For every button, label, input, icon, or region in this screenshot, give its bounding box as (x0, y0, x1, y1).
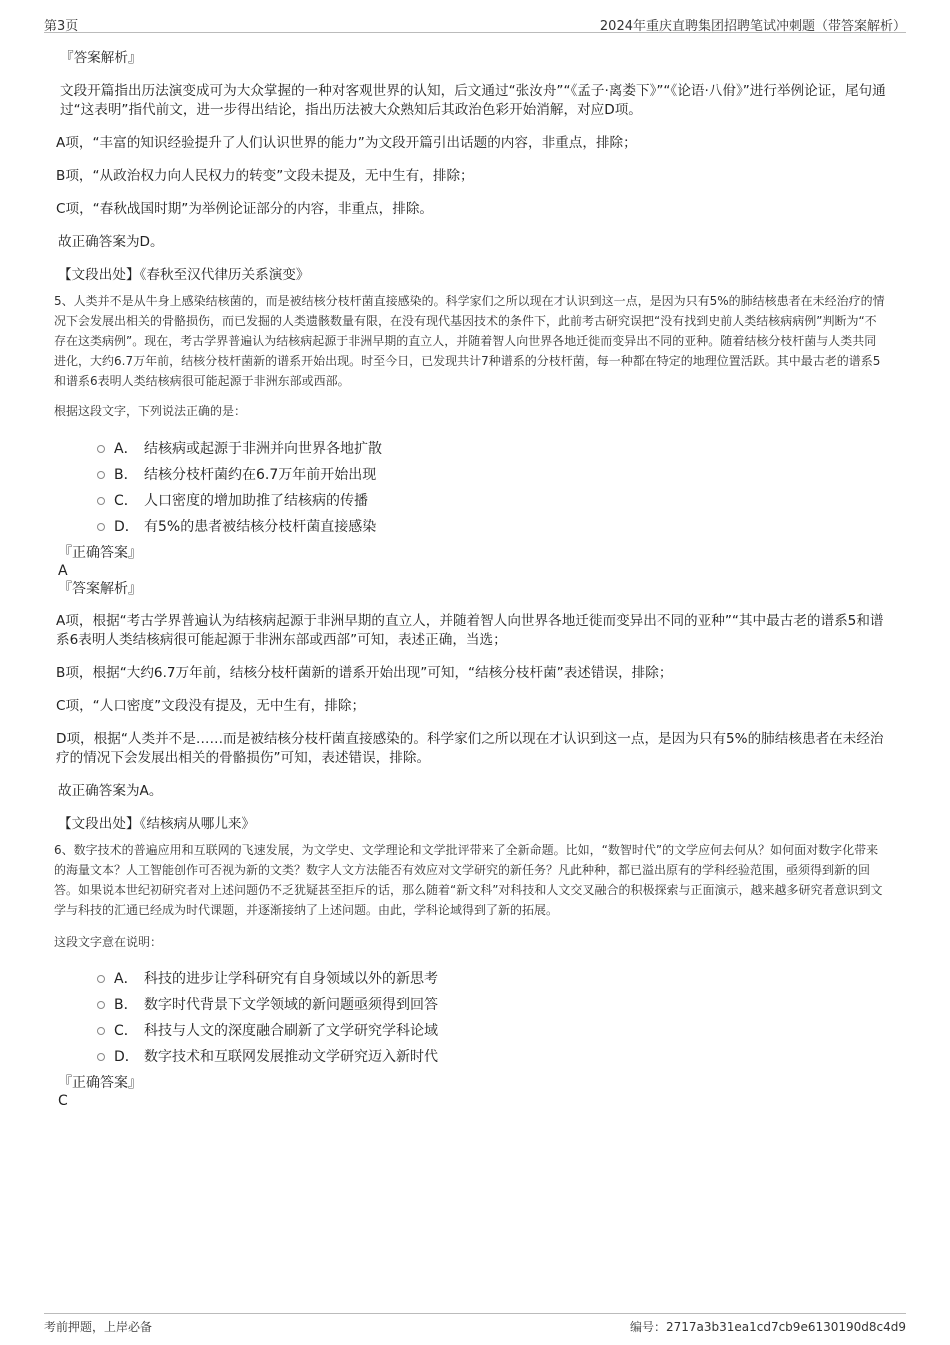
document-code: 编号：2717a3b31ea1cd7cb9e6130190d8c4d9 (629, 1320, 906, 1334)
prev-conclusion: 故正确答案为D。 (58, 234, 164, 250)
radio-icon[interactable] (97, 445, 105, 453)
q5-source: 【文段出处】《结核病从哪儿来》 (58, 816, 256, 832)
radio-icon[interactable] (97, 1001, 105, 1009)
q6-passage: 6、数字技术的普遍应用和互联网的飞速发展，为文学史、文学理论和文学批评带来了全新命题。比如，“数智时代”的文学应何去何从？如何面对数字化带来的海量文本？人工智能创作可否视为新的文类？数字人文方法能否有效应对文学研究的新任务？凡此种种，都已溢出原有的学科经验范围，亟须得到新的回答。如果说本世纪初研究者对上述问题仍不乏犹疑甚至拒斥的话，那么随着“新文科”对科技和人文交叉融合的积极探索与正面演示，越来越多研究者意识到文学与科技的汇通已经成为时代课题，并逐渐接纳了上述问题。由此，学科论域得到了新的拓展。 (54, 843, 883, 917)
q6-question: 这段文字意在说明： (54, 935, 163, 949)
q5-option-a-analysis: A项，根据“考古学界普遍认为结核病起源于非洲早期的直立人，并随着智人向世界各地迁徙而变异出不同的亚种”“其中最古老的谱系5和谱系6表明人类结核病很可能起源于非洲东部或西部”可知，表述正确，当选； (56, 613, 884, 648)
prev-analysis-paragraph: 文段开篇指出历法演变成可为大众掌握的一种对客观世界的认知，后文通过“张汝舟”“《孟子·离娄下》”“《论语·八佾》”进行举例论证，尾句通过“这表明”指代前文，进一步得出结论，指出历法被大众熟知后其政治色彩开始消解，对应D项。 (60, 83, 886, 118)
q5-option-d[interactable]: D． 有5%的患者被结核分枝杆菌直接感染 (56, 514, 886, 540)
prev-option-b-analysis: B项，“从政治权力向人民权力的转变”文段未提及，无中生有，排除； (56, 168, 474, 184)
q6-option-a[interactable]: A． 科技的进步让学科研究有自身领域以外的新思考 (56, 966, 886, 992)
prev-source: 【文段出处】《春秋至汉代律历关系演变》 (58, 267, 310, 283)
prev-option-c-analysis: C项，“春秋战国时期”为举例论证部分的内容，非重点，排除。 (56, 201, 434, 217)
q5-passage: 5、人类并不是从牛身上感染结核菌的，而是被结核分枝杆菌直接感染的。科学家们之所以现在才认识到这一点，是因为只有5%的肺结核患者在未经治疗的情况下会发展出相关的骨骼损伤，而已发掘的人类遗骸数量有限，在没有现代基因技术的条件下，此前考古研究误把“没有找到史前人类结核病病例”判断为“不存在这类病例”。现在，考古学界普遍认为结核病起源于非洲早期的直立人，并随着智人向世界各地迁徙而变异出不同的亚种。随着结核分枝杆菌与人类共同进化，大约6.7万年前，结核分枝杆菌新的谱系开始出现。时至今日，已发现共计7种谱系的分枝杆菌，每一种都在特定的地理位置活跃。其中最古老的谱系5和谱系6表明人类结核病很可能起源于非洲东部或西部。 (54, 294, 885, 388)
q5-option-c[interactable]: C． 人口密度的增加助推了结核病的传播 (56, 488, 886, 514)
q5-answer: A (58, 563, 68, 579)
q5-answer-label: 『正确答案』 (58, 545, 142, 561)
q6-option-c[interactable]: C． 科技与人文的深度融合刷新了文学研究学科论域 (56, 1018, 886, 1044)
radio-icon[interactable] (97, 975, 105, 983)
q5-option-b[interactable]: B． 结核分枝杆菌约在6.7万年前开始出现 (56, 462, 886, 488)
q5-analysis-label: 『答案解析』 (58, 581, 142, 597)
q5-question: 根据这段文字，下列说法正确的是： (54, 404, 247, 418)
radio-icon[interactable] (97, 471, 105, 479)
q6-answer: C (58, 1093, 68, 1109)
footer-slogan: 考前押题，上岸必备 (44, 1320, 153, 1334)
prev-option-a-analysis: A项，“丰富的知识经验提升了人们认识世界的能力”为文段开篇引出话题的内容，非重点，排除； (56, 135, 637, 151)
q5-option-a[interactable]: A． 结核病或起源于非洲并向世界各地扩散 (56, 436, 886, 462)
q6-option-b[interactable]: B． 数字时代背景下文学领域的新问题亟须得到回答 (56, 992, 886, 1018)
q6-options (56, 966, 886, 1070)
document-title: 2024年重庆直聘集团招聘笔试冲刺题（带答案解析） (599, 19, 906, 34)
q5-option-b-analysis: B项，根据“大约6.7万年前，结核分枝杆菌新的谱系开始出现”可知，“结核分枝杆菌”表述错误，排除； (56, 665, 673, 681)
radio-icon[interactable] (97, 1053, 105, 1061)
document-body (56, 47, 886, 1110)
q5-option-c-analysis: C项，“人口密度”文段没有提及，无中生有，排除； (56, 698, 366, 714)
page-header (44, 12, 906, 33)
prev-analysis-label: 『答案解析』 (60, 50, 142, 66)
radio-icon[interactable] (97, 497, 105, 505)
page-footer (44, 1313, 906, 1336)
q6-answer-label: 『正确答案』 (58, 1075, 142, 1091)
q5-conclusion: 故正确答案为A。 (58, 783, 163, 799)
page-number: 第3页 (44, 19, 79, 34)
q6-option-d[interactable]: D． 数字技术和互联网发展推动文学研究迈入新时代 (56, 1044, 886, 1070)
q5-options (56, 436, 886, 540)
radio-icon[interactable] (97, 523, 105, 531)
radio-icon[interactable] (97, 1027, 105, 1035)
q5-option-d-analysis: D项，根据“人类并不是……而是被结核分枝杆菌直接感染的。科学家们之所以现在才认识到这一点，是因为只有5%的肺结核患者在未经治疗的情况下会发展出相关的骨骼损伤”可知，表述错误，排除。 (56, 731, 884, 766)
